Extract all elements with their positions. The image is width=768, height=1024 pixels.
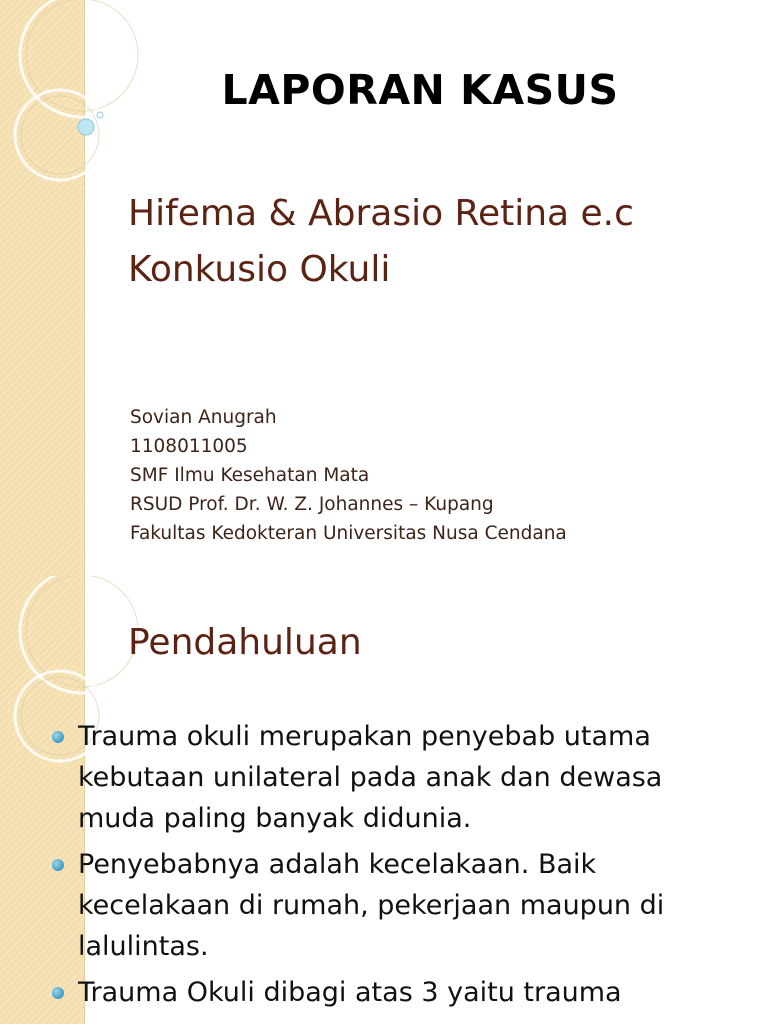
faculty: Fakultas Kedokteran Universitas Nusa Cendana [130,523,567,544]
content-slide [0,576,768,1024]
bullet-list [48,716,708,1018]
bullet-line: Trauma okuli merupakan penyebab utama [78,721,651,752]
bullet-icon [52,987,64,999]
bullet-item [48,716,708,839]
bullet-icon [52,731,64,743]
author-info [130,403,750,548]
hospital: RSUD Prof. Dr. W. Z. Johannes – Kupang [130,494,494,515]
bullet-icon [52,859,64,871]
subtitle-line: Konkusio Okuli [128,249,391,290]
student-id: 1108011005 [130,436,248,457]
department: SMF Ilmu Kesehatan Mata [130,465,370,486]
slide-subtitle [128,186,748,298]
bullet-line: kebutaan unilateral pada anak dan dewasa [78,762,663,793]
bullet-line: kecelakaan di rumah, pekerjaan maupun di [78,890,665,921]
bullet-item [48,972,708,1013]
bullet-item [48,844,708,967]
subtitle-line: Hifema & Abrasio Retina e.c [128,193,634,234]
bullet-line: Trauma Okuli dibagi atas 3 yaitu trauma [78,977,622,1008]
bullet-line: muda paling banyak didunia. [78,803,472,834]
author-name: Sovian Anugrah [130,407,277,428]
slide-title: LAPORAN KASUS [221,66,619,114]
bullet-line: lalulintas. [78,931,209,962]
section-title: Pendahuluan [128,622,362,663]
bullet-line: Penyebabnya adalah kecelakaan. Baik [78,849,597,880]
